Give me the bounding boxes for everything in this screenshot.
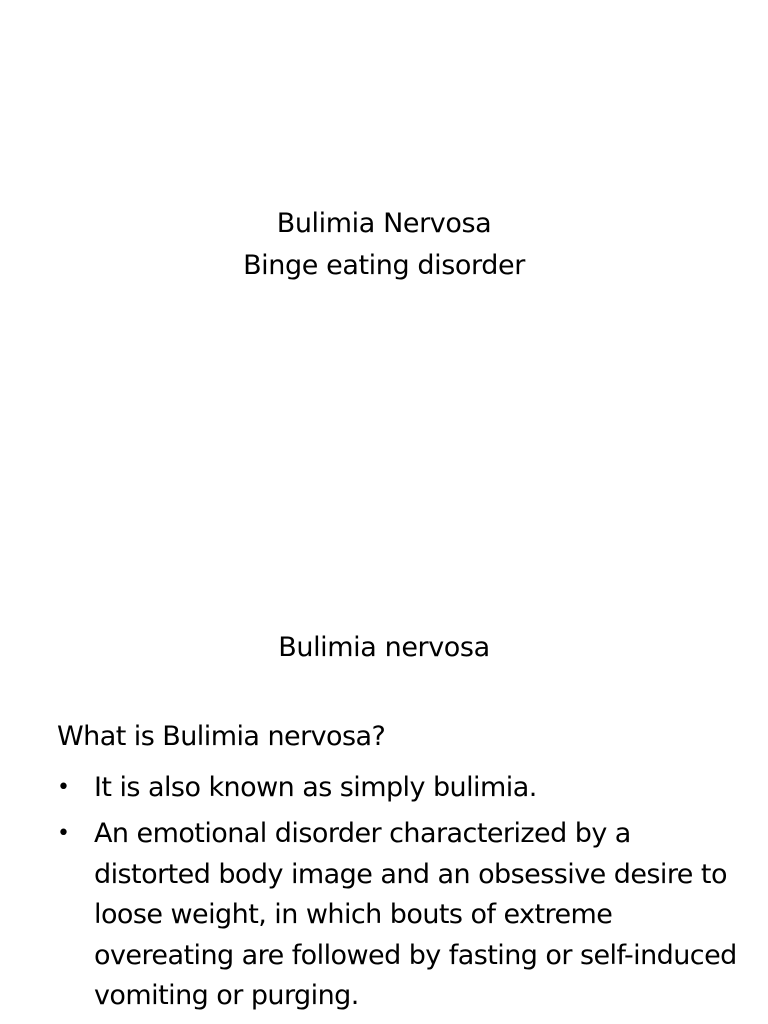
title-line-1: Bulimia Nervosa	[276, 208, 492, 239]
question-text: What is Bulimia nervosa?	[57, 721, 386, 752]
title-line-2: Binge eating disorder	[243, 250, 525, 281]
bullet-item	[57, 814, 747, 1017]
slide-body	[57, 717, 747, 1023]
bullet-text: It is also known as simply bulimia.	[94, 771, 537, 803]
bullet-icon: •	[57, 774, 70, 800]
bullet-item	[57, 768, 747, 809]
bullet-icon: •	[57, 821, 70, 846]
bullet-list	[57, 768, 747, 1017]
slide-title	[0, 203, 768, 287]
content-slide	[0, 512, 768, 1024]
bullet-text: An emotional disorder characterized by a distorted body image and an obsessive desire to loose weight, in which bouts of extreme overeating are followed by fasting or self-induced vomiting or purging.	[94, 818, 737, 1011]
slide-heading: Bulimia nervosa	[278, 632, 490, 663]
